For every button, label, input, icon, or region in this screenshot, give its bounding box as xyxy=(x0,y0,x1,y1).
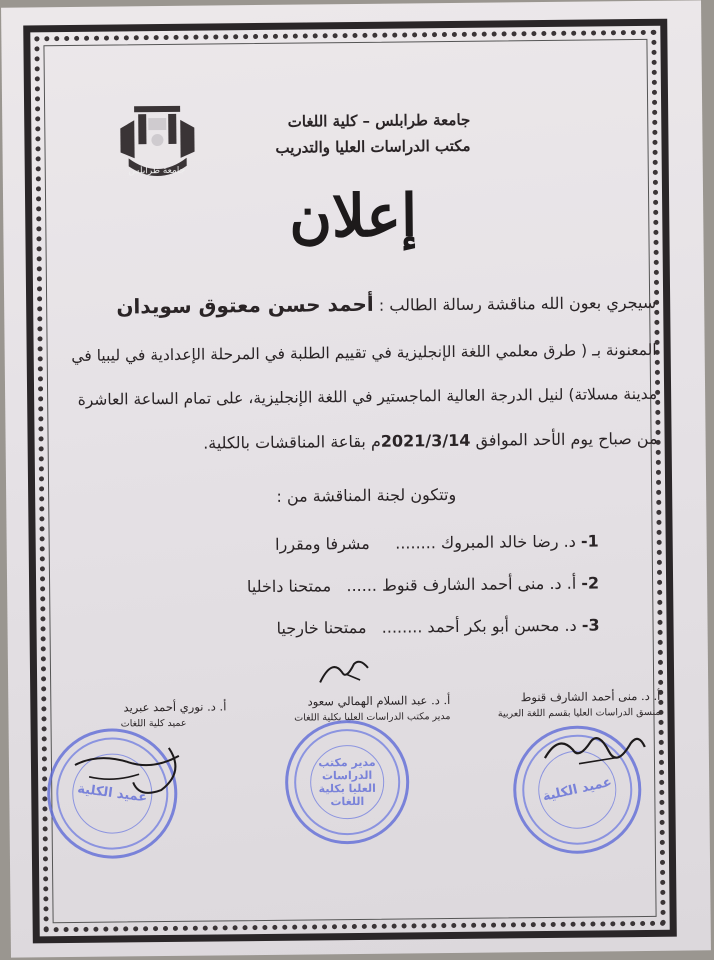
signatory-2-title: مدير مكتب الدراسات العليا بكلية اللغات xyxy=(294,711,451,724)
body-line-4-suffix: م بقاعة المناقشات بالكلية. xyxy=(203,431,381,453)
committee-member-3 xyxy=(277,615,600,637)
document-title: إعلان xyxy=(288,181,418,251)
committee-member-1 xyxy=(275,531,599,553)
header-line-1: جامعة طرابلس – كلية اللغات xyxy=(287,110,471,131)
committee-member-2 xyxy=(247,573,599,596)
stamp-text: عميد الكلية xyxy=(541,774,614,805)
initial-signature xyxy=(316,654,376,689)
student-name: أحمد حسن معتوق سويدان xyxy=(116,291,374,319)
member-name: د. محسن أبو بكر أحمد ........ xyxy=(381,615,577,637)
signature-right xyxy=(539,727,650,778)
member-role: ممتحنا داخليا xyxy=(246,576,332,597)
body-line-1-text: سيجري بعون الله مناقشة رسالة الطالب : xyxy=(378,292,657,315)
graduate-office-stamp xyxy=(285,719,410,844)
committee-intro: وتتكون لجنة المناقشة من : xyxy=(276,484,457,506)
member-number: 1- xyxy=(580,531,599,551)
body-line-3: مدينة مسلاتة) لنيل الدرجة العالية الماجستير في اللغة الإنجليزية، على تمام الساعة العاشرة xyxy=(77,384,658,409)
signatory-1-name: أ. د. منى أحمد الشارف قنوط xyxy=(520,688,661,705)
signatory-1-title: منسق الدراسات العليا بقسم اللغة العربية xyxy=(497,706,661,720)
member-name: أ. د. منى أحمد الشارف قنوط ...... xyxy=(346,573,577,596)
member-role: مشرفا ومقررا xyxy=(274,533,370,554)
signature-left xyxy=(69,742,190,799)
header-line-2: مكتب الدراسات العليا والتدريب xyxy=(275,136,471,157)
stamp-text: عميد الكلية xyxy=(76,781,149,806)
logo-label: جامعة طرابلس xyxy=(128,165,186,177)
document-page xyxy=(1,0,711,957)
body-line-4-prefix: من صباح يوم الأحد الموافق xyxy=(475,428,658,450)
stamp-text: مدير مكتب الدراسات العليا بكلية اللغات xyxy=(318,755,376,809)
member-name: د. رضا خالد المبروك ........ xyxy=(395,531,576,553)
body-line-2: المعنونة بـ ( طرق معلمي اللغة الإنجليزية في تقييم الطلبة في المرحلة الإعدادية في ليبيا في xyxy=(71,340,657,365)
member-number: 3- xyxy=(581,615,600,635)
member-role: ممتحنا خارجيا xyxy=(276,617,367,638)
signatory-2-name: أ. د. عبد السلام الهمالي سعود xyxy=(307,693,451,709)
signatory-3-name: أ. د. نوري أحمد عبريد xyxy=(123,699,227,715)
signatory-3-title: عميد كلية اللغات xyxy=(120,717,187,730)
defense-date: 2021/3/14 xyxy=(380,430,471,451)
member-number: 2- xyxy=(581,573,600,593)
